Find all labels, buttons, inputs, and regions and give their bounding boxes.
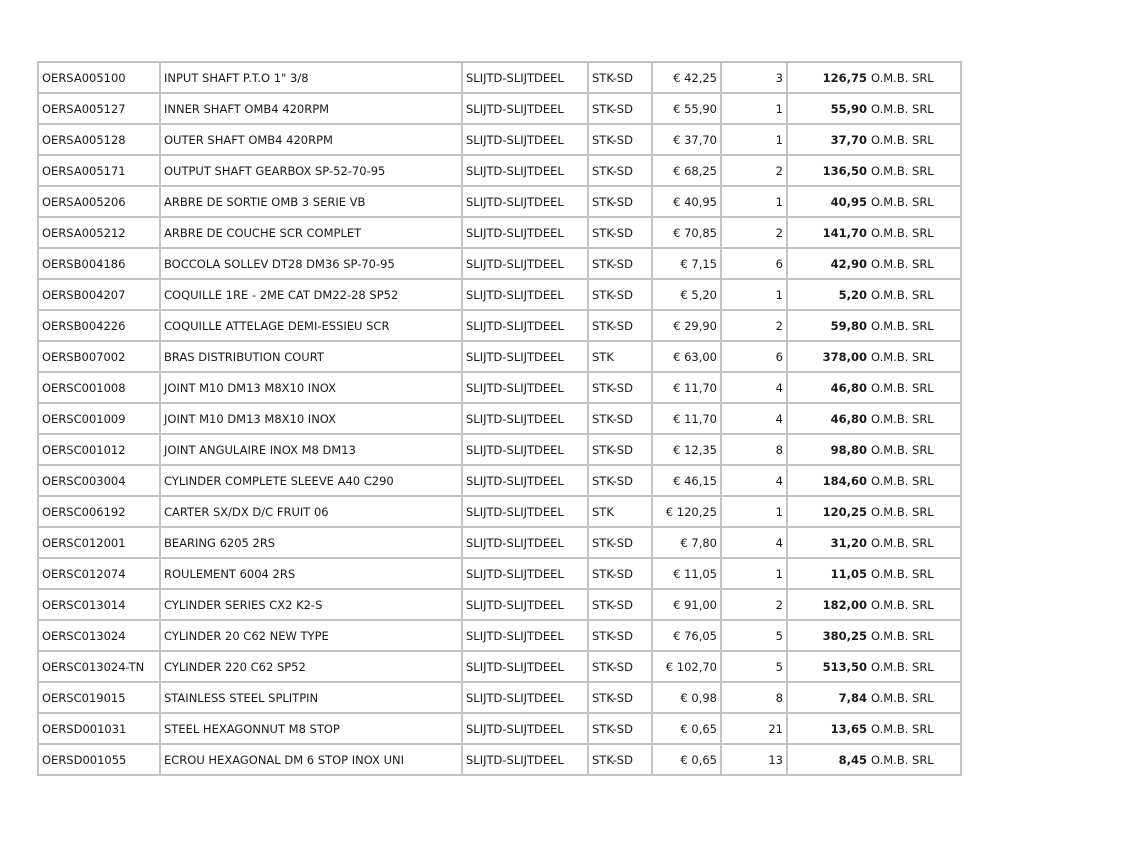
category-cell: SLIJTD-SLIJTDEEL: [462, 372, 588, 403]
line-total-cell: 98,80: [787, 434, 869, 465]
line-total-cell: 182,00: [787, 589, 869, 620]
line-total-cell: 7,84: [787, 682, 869, 713]
line-total-cell: 31,20: [787, 527, 869, 558]
category-cell: SLIJTD-SLIJTDEEL: [462, 186, 588, 217]
unit-cell: STK-SD: [588, 713, 652, 744]
description-cell: ECROU HEXAGONAL DM 6 STOP INOX UNI: [160, 744, 462, 775]
category-cell: SLIJTD-SLIJTDEEL: [462, 589, 588, 620]
line-total-cell: 380,25: [787, 620, 869, 651]
supplier-cell: O.M.B. SRL: [869, 217, 961, 248]
table-row: [38, 248, 961, 279]
description-cell: CYLINDER SERIES CX2 K2-S: [160, 589, 462, 620]
unit-price-cell: € 91,00: [652, 589, 721, 620]
description-cell: JOINT ANGULAIRE INOX M8 DM13: [160, 434, 462, 465]
table-row: [38, 155, 961, 186]
category-cell: SLIJTD-SLIJTDEEL: [462, 310, 588, 341]
line-total-cell: 13,65: [787, 713, 869, 744]
description-cell: INPUT SHAFT P.T.O 1" 3/8: [160, 62, 462, 93]
table-row: [38, 558, 961, 589]
line-total-cell: 513,50: [787, 651, 869, 682]
category-cell: SLIJTD-SLIJTDEEL: [462, 496, 588, 527]
unit-cell: STK: [588, 496, 652, 527]
table-row: [38, 434, 961, 465]
quantity-cell: 1: [721, 124, 787, 155]
unit-cell: STK-SD: [588, 620, 652, 651]
table-row: [38, 217, 961, 248]
table-row: [38, 527, 961, 558]
unit-cell: STK-SD: [588, 279, 652, 310]
table-row: [38, 651, 961, 682]
supplier-cell: O.M.B. SRL: [869, 682, 961, 713]
supplier-cell: O.M.B. SRL: [869, 155, 961, 186]
line-total-cell: 59,80: [787, 310, 869, 341]
quantity-cell: 4: [721, 465, 787, 496]
supplier-cell: O.M.B. SRL: [869, 310, 961, 341]
description-cell: COQUILLE ATTELAGE DEMI-ESSIEU SCR: [160, 310, 462, 341]
line-total-cell: 46,80: [787, 372, 869, 403]
item-code-cell: OERSC006192: [38, 496, 160, 527]
description-cell: JOINT M10 DM13 M8X10 INOX: [160, 403, 462, 434]
table-row: [38, 620, 961, 651]
item-code-cell: OERSC012074: [38, 558, 160, 589]
item-code-cell: OERSC001009: [38, 403, 160, 434]
unit-cell: STK-SD: [588, 93, 652, 124]
table-row: [38, 713, 961, 744]
item-code-cell: OERSA005171: [38, 155, 160, 186]
supplier-cell: O.M.B. SRL: [869, 186, 961, 217]
supplier-cell: O.M.B. SRL: [869, 496, 961, 527]
category-cell: SLIJTD-SLIJTDEEL: [462, 155, 588, 186]
line-total-cell: 126,75: [787, 62, 869, 93]
unit-price-cell: € 7,80: [652, 527, 721, 558]
description-cell: STAINLESS STEEL SPLITPIN: [160, 682, 462, 713]
table-row: [38, 744, 961, 775]
category-cell: SLIJTD-SLIJTDEEL: [462, 248, 588, 279]
description-cell: ARBRE DE SORTIE OMB 3 SERIE VB: [160, 186, 462, 217]
supplier-cell: O.M.B. SRL: [869, 124, 961, 155]
line-total-cell: 136,50: [787, 155, 869, 186]
line-total-cell: 5,20: [787, 279, 869, 310]
item-code-cell: OERSC013014: [38, 589, 160, 620]
line-total-cell: 120,25: [787, 496, 869, 527]
item-code-cell: OERSA005206: [38, 186, 160, 217]
table-row: [38, 496, 961, 527]
description-cell: ARBRE DE COUCHE SCR COMPLET: [160, 217, 462, 248]
description-cell: CYLINDER COMPLETE SLEEVE A40 C290: [160, 465, 462, 496]
quantity-cell: 6: [721, 341, 787, 372]
unit-cell: STK-SD: [588, 651, 652, 682]
category-cell: SLIJTD-SLIJTDEEL: [462, 527, 588, 558]
item-code-cell: OERSA005100: [38, 62, 160, 93]
supplier-cell: O.M.B. SRL: [869, 93, 961, 124]
quantity-cell: 2: [721, 589, 787, 620]
table-row: [38, 403, 961, 434]
supplier-cell: O.M.B. SRL: [869, 651, 961, 682]
unit-price-cell: € 7,15: [652, 248, 721, 279]
supplier-cell: O.M.B. SRL: [869, 558, 961, 589]
line-total-cell: 40,95: [787, 186, 869, 217]
item-code-cell: OERSC013024-TN: [38, 651, 160, 682]
supplier-cell: O.M.B. SRL: [869, 248, 961, 279]
item-code-cell: OERSC003004: [38, 465, 160, 496]
description-cell: COQUILLE 1RE - 2ME CAT DM22-28 SP52: [160, 279, 462, 310]
unit-price-cell: € 63,00: [652, 341, 721, 372]
table-row: [38, 62, 961, 93]
unit-cell: STK-SD: [588, 62, 652, 93]
quantity-cell: 21: [721, 713, 787, 744]
description-cell: CYLINDER 220 C62 SP52: [160, 651, 462, 682]
category-cell: SLIJTD-SLIJTDEEL: [462, 93, 588, 124]
item-code-cell: OERSA005127: [38, 93, 160, 124]
supplier-cell: O.M.B. SRL: [869, 465, 961, 496]
item-code-cell: OERSC001012: [38, 434, 160, 465]
supplier-cell: O.M.B. SRL: [869, 372, 961, 403]
item-code-cell: OERSB004207: [38, 279, 160, 310]
category-cell: SLIJTD-SLIJTDEEL: [462, 713, 588, 744]
quantity-cell: 13: [721, 744, 787, 775]
category-cell: SLIJTD-SLIJTDEEL: [462, 434, 588, 465]
unit-cell: STK-SD: [588, 744, 652, 775]
item-code-cell: OERSB004186: [38, 248, 160, 279]
category-cell: SLIJTD-SLIJTDEEL: [462, 682, 588, 713]
quantity-cell: 2: [721, 310, 787, 341]
unit-price-cell: € 11,05: [652, 558, 721, 589]
unit-cell: STK-SD: [588, 403, 652, 434]
unit-cell: STK: [588, 341, 652, 372]
item-code-cell: OERSA005212: [38, 217, 160, 248]
description-cell: CYLINDER 20 C62 NEW TYPE: [160, 620, 462, 651]
item-code-cell: OERSD001031: [38, 713, 160, 744]
unit-price-cell: € 120,25: [652, 496, 721, 527]
supplier-cell: O.M.B. SRL: [869, 527, 961, 558]
quantity-cell: 4: [721, 527, 787, 558]
table-row: [38, 310, 961, 341]
line-total-cell: 184,60: [787, 465, 869, 496]
supplier-cell: O.M.B. SRL: [869, 589, 961, 620]
unit-cell: STK-SD: [588, 155, 652, 186]
line-total-cell: 46,80: [787, 403, 869, 434]
supplier-cell: O.M.B. SRL: [869, 341, 961, 372]
quantity-cell: 8: [721, 434, 787, 465]
unit-price-cell: € 0,65: [652, 713, 721, 744]
line-total-cell: 8,45: [787, 744, 869, 775]
table-row: [38, 682, 961, 713]
unit-cell: STK-SD: [588, 527, 652, 558]
description-cell: OUTER SHAFT OMB4 420RPM: [160, 124, 462, 155]
item-code-cell: OERSB004226: [38, 310, 160, 341]
unit-cell: STK-SD: [588, 217, 652, 248]
quantity-cell: 6: [721, 248, 787, 279]
description-cell: BOCCOLA SOLLEV DT28 DM36 SP-70-95: [160, 248, 462, 279]
category-cell: SLIJTD-SLIJTDEEL: [462, 62, 588, 93]
supplier-cell: O.M.B. SRL: [869, 62, 961, 93]
unit-price-cell: € 5,20: [652, 279, 721, 310]
description-cell: ROULEMENT 6004 2RS: [160, 558, 462, 589]
unit-cell: STK-SD: [588, 558, 652, 589]
parts-table: [37, 61, 962, 776]
table-row: [38, 589, 961, 620]
unit-cell: STK-SD: [588, 124, 652, 155]
quantity-cell: 1: [721, 558, 787, 589]
table-row: [38, 186, 961, 217]
supplier-cell: O.M.B. SRL: [869, 744, 961, 775]
unit-cell: STK-SD: [588, 465, 652, 496]
quantity-cell: 1: [721, 93, 787, 124]
category-cell: SLIJTD-SLIJTDEEL: [462, 217, 588, 248]
table-row: [38, 93, 961, 124]
category-cell: SLIJTD-SLIJTDEEL: [462, 651, 588, 682]
description-cell: BEARING 6205 2RS: [160, 527, 462, 558]
quantity-cell: 4: [721, 372, 787, 403]
category-cell: SLIJTD-SLIJTDEEL: [462, 465, 588, 496]
unit-cell: STK-SD: [588, 310, 652, 341]
quantity-cell: 3: [721, 62, 787, 93]
description-cell: INNER SHAFT OMB4 420RPM: [160, 93, 462, 124]
unit-price-cell: € 29,90: [652, 310, 721, 341]
unit-cell: STK-SD: [588, 186, 652, 217]
unit-price-cell: € 46,15: [652, 465, 721, 496]
line-total-cell: 141,70: [787, 217, 869, 248]
item-code-cell: OERSC012001: [38, 527, 160, 558]
parts-table-body: [38, 62, 961, 775]
item-code-cell: OERSB007002: [38, 341, 160, 372]
supplier-cell: O.M.B. SRL: [869, 434, 961, 465]
quantity-cell: 5: [721, 620, 787, 651]
unit-price-cell: € 11,70: [652, 372, 721, 403]
line-total-cell: 378,00: [787, 341, 869, 372]
table-row: [38, 124, 961, 155]
unit-price-cell: € 12,35: [652, 434, 721, 465]
table-row: [38, 341, 961, 372]
category-cell: SLIJTD-SLIJTDEEL: [462, 620, 588, 651]
line-total-cell: 37,70: [787, 124, 869, 155]
unit-price-cell: € 0,98: [652, 682, 721, 713]
description-cell: STEEL HEXAGONNUT M8 STOP: [160, 713, 462, 744]
category-cell: SLIJTD-SLIJTDEEL: [462, 124, 588, 155]
unit-cell: STK-SD: [588, 248, 652, 279]
quantity-cell: 1: [721, 279, 787, 310]
quantity-cell: 2: [721, 217, 787, 248]
unit-price-cell: € 42,25: [652, 62, 721, 93]
supplier-cell: O.M.B. SRL: [869, 620, 961, 651]
item-code-cell: OERSC013024: [38, 620, 160, 651]
description-cell: BRAS DISTRIBUTION COURT: [160, 341, 462, 372]
unit-price-cell: € 55,90: [652, 93, 721, 124]
supplier-cell: O.M.B. SRL: [869, 279, 961, 310]
quantity-cell: 1: [721, 496, 787, 527]
unit-price-cell: € 68,25: [652, 155, 721, 186]
line-total-cell: 42,90: [787, 248, 869, 279]
quantity-cell: 4: [721, 403, 787, 434]
table-row: [38, 465, 961, 496]
category-cell: SLIJTD-SLIJTDEEL: [462, 403, 588, 434]
unit-cell: STK-SD: [588, 589, 652, 620]
unit-price-cell: € 70,85: [652, 217, 721, 248]
description-cell: CARTER SX/DX D/C FRUIT 06: [160, 496, 462, 527]
supplier-cell: O.M.B. SRL: [869, 403, 961, 434]
unit-price-cell: € 76,05: [652, 620, 721, 651]
unit-cell: STK-SD: [588, 372, 652, 403]
item-code-cell: OERSA005128: [38, 124, 160, 155]
unit-price-cell: € 40,95: [652, 186, 721, 217]
unit-price-cell: € 37,70: [652, 124, 721, 155]
unit-price-cell: € 102,70: [652, 651, 721, 682]
category-cell: SLIJTD-SLIJTDEEL: [462, 279, 588, 310]
item-code-cell: OERSC001008: [38, 372, 160, 403]
category-cell: SLIJTD-SLIJTDEEL: [462, 744, 588, 775]
supplier-cell: O.M.B. SRL: [869, 713, 961, 744]
unit-price-cell: € 0,65: [652, 744, 721, 775]
quantity-cell: 5: [721, 651, 787, 682]
category-cell: SLIJTD-SLIJTDEEL: [462, 341, 588, 372]
description-cell: OUTPUT SHAFT GEARBOX SP-52-70-95: [160, 155, 462, 186]
quantity-cell: 2: [721, 155, 787, 186]
table-row: [38, 279, 961, 310]
item-code-cell: OERSC019015: [38, 682, 160, 713]
quantity-cell: 8: [721, 682, 787, 713]
line-total-cell: 55,90: [787, 93, 869, 124]
item-code-cell: OERSD001055: [38, 744, 160, 775]
category-cell: SLIJTD-SLIJTDEEL: [462, 558, 588, 589]
table-row: [38, 372, 961, 403]
description-cell: JOINT M10 DM13 M8X10 INOX: [160, 372, 462, 403]
line-total-cell: 11,05: [787, 558, 869, 589]
quantity-cell: 1: [721, 186, 787, 217]
unit-cell: STK-SD: [588, 682, 652, 713]
unit-cell: STK-SD: [588, 434, 652, 465]
unit-price-cell: € 11,70: [652, 403, 721, 434]
